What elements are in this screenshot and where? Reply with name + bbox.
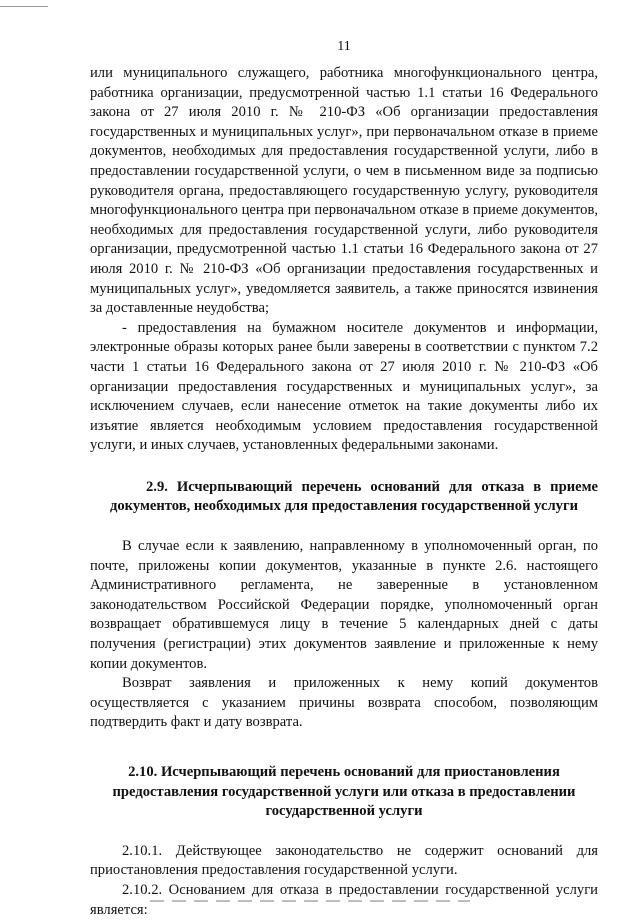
scan-edge-mark bbox=[150, 900, 470, 902]
section-heading-2-9: 2.9. Исчерпывающий перечень оснований для отказа в приеме документов, необходимых для предоставления государственной услуги bbox=[110, 478, 598, 515]
paragraph-list-item: - предоставления на бумажном носителе документов и информации, электронные образы которых ранее были заверены в соответствии с пунктом 7.2 части 1 статьи 16 Федерального закона от 27 июля 2010 г. № 210-ФЗ «Об организации предоставления государственных и муниципальных услуг», за исключением случаев, если нанесение отметок на такие документы либо их изъятие является необходимым условием предоставления государственной услуги, и иных случаев, установленных федеральными законами. bbox=[90, 319, 598, 454]
document-page bbox=[90, 0, 598, 920]
section-heading-2-10: 2.10. Исчерпывающий перечень оснований для приостановления предоставления государственной услуги или отказа в предоставлении государственной услуги bbox=[112, 764, 576, 820]
page-number: 11 bbox=[337, 39, 351, 54]
paragraph: 2.10.1. Действующее законодательство не содержит оснований для приостановления предоставления государственной услуги. bbox=[90, 842, 598, 879]
paragraph: 2.10.2. Основанием для отказа в предоставлении государственной услуги является: bbox=[90, 881, 598, 918]
paragraph: Возврат заявления и приложенных к нему копий документов осуществляется с указанием причины возврата способом, позволяющим подтвердить факт и дату возврата. bbox=[90, 675, 598, 731]
paragraph: В случае если к заявлению, направленному в уполномоченный орган, по почте, приложены копии документов, указанные в пункте 2.6. настоящего Административного регламента, не заверенные в установленном законодательством Российской Федерации порядке, уполномоченный орган возвращает обратившемуся лицу в течение 5 календарных дней с даты получения (регистрации) этих документов заявление и приложенные к нему копии документов. bbox=[90, 538, 598, 672]
scan-edge-mark bbox=[0, 6, 48, 7]
paragraph-continuation: или муниципального служащего, работника многофункционального центра, работника организации, предусмотренной частью 1.1 статьи 16 Федерального закона от 27 июля 2010 г. № 210-ФЗ «Об организации предоставления государственных и муниципальных услуг», при первоначальном отказе в приеме документов, необходимых для предоставления государственной услуги, либо в предоставлении государственной услуги, о чем в письменном виде за подписью руководителя органа, предоставляющего государственную услугу, руководителя многофункционального центра при первоначальном отказе в приеме документов, необходимых для предоставления государственной услуги, либо руководителя организации, предусмотренной частью 1.1 статьи 16 Федерального закона от 27 июля 2010 г. № 210-ФЗ «Об организации предоставления государственных и муниципальных услуг», уведомляется заявитель, а также приносятся извинения за доставленные неудобства; bbox=[90, 65, 598, 317]
